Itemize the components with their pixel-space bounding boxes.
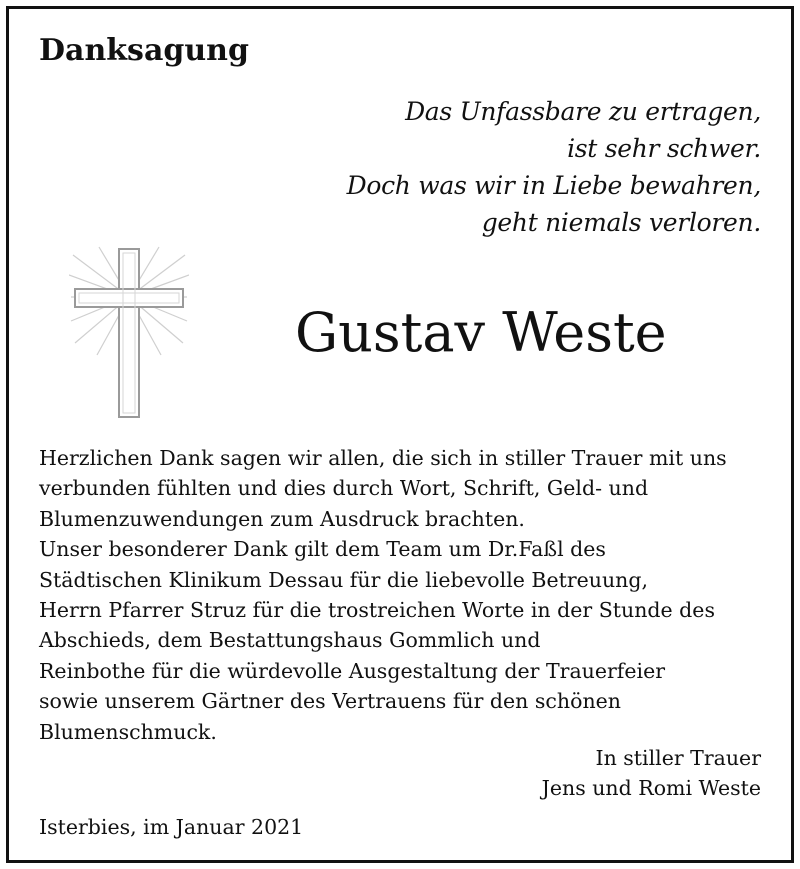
- poem-line: geht niemals verloren.: [481, 208, 761, 237]
- heading: Danksagung: [39, 33, 249, 68]
- text-line: Abschieds, dem Bestattungshaus Gommlich und: [39, 628, 541, 653]
- thanks-text: [39, 443, 779, 747]
- text-line: Blumenzuwendungen zum Ausdruck brachten.: [39, 506, 525, 531]
- text-line: verbunden fühlten und dies durch Wort, Schrift, Geld- und: [39, 476, 649, 501]
- cross-icon: [69, 245, 189, 421]
- obituary-frame: [6, 6, 794, 863]
- poem: [347, 93, 761, 241]
- signoff: [542, 743, 761, 804]
- text-line: Herrn Pfarrer Struz für die trostreichen Worte in der Stunde des: [39, 598, 715, 623]
- signoff-line: In stiller Trauer: [595, 746, 761, 770]
- poem-line: Das Unfassbare zu ertragen,: [405, 97, 761, 126]
- text-line: Herzlichen Dank sagen wir allen, die sich in stiller Trauer mit uns: [39, 446, 727, 470]
- place-date: Isterbies, im Januar 2021: [39, 815, 304, 839]
- text-line: Städtischen Klinikum Dessau für die liebevolle Betreuung,: [39, 567, 649, 592]
- text-line: Unser besonderer Dank gilt dem Team um Dr.Faßl des: [39, 537, 606, 562]
- poem-line: ist sehr schwer.: [567, 134, 761, 163]
- text-line: Blumenschmuck.: [39, 719, 217, 744]
- signoff-names: Jens und Romi Weste: [541, 776, 761, 801]
- text-line: Reinbothe für die würdevolle Ausgestaltung der Trauerfeier: [39, 658, 666, 683]
- text-line: sowie unserem Gärtner des Vertrauens für den schönen: [39, 689, 621, 714]
- deceased-name: Gustav Weste: [295, 301, 667, 364]
- poem-line: Doch was wir in Liebe bewahren,: [346, 171, 761, 200]
